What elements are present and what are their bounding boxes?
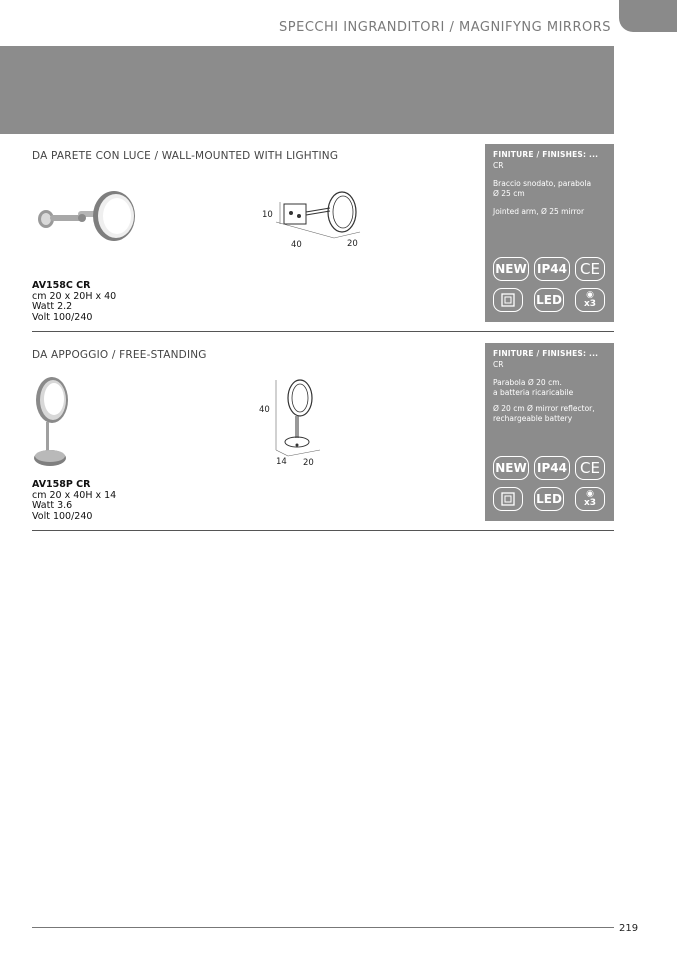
description-en-line: rechargeable battery <box>493 413 573 423</box>
description-en-line: Jointed arm, Ø 25 mirror <box>493 207 585 216</box>
new-icon: NEW <box>493 257 529 281</box>
eye-icon: ◉ <box>586 489 594 499</box>
square-frame-glyph <box>501 492 515 506</box>
finishes-label: FINITURE / FINISHES: ... <box>493 349 599 358</box>
section-divider <box>32 331 614 332</box>
product-code: AV158C CR <box>32 280 91 291</box>
magnification-icon <box>575 288 605 312</box>
header-banner <box>0 46 614 134</box>
product-info-wall <box>32 281 116 323</box>
header-title: SPECCHI INGRANDITORI / MAGNIFYNG MIRRORS <box>279 20 611 35</box>
freestanding-mirror-photo <box>32 374 72 470</box>
product-info-freestanding <box>32 480 116 522</box>
new-icon: NEW <box>493 456 529 480</box>
footer-rule <box>32 927 614 928</box>
square-frame-icon <box>493 487 523 511</box>
product-volt: Volt 100/240 <box>32 510 93 522</box>
product-dimensions: cm 20 x 20H x 40 <box>32 290 117 302</box>
description-en <box>493 207 584 217</box>
square-frame-glyph <box>501 293 515 307</box>
description-it-line: a batteria ricaricabile <box>493 387 574 397</box>
drawing-dim-height: 10 <box>262 210 273 220</box>
finish-code: CR <box>493 161 504 170</box>
page-number: 219 <box>619 923 639 934</box>
drawing-dim-depth: 14 <box>276 457 287 467</box>
section-title-wall: DA PARETE CON LUCE / WALL-MOUNTED WITH LIGHTING <box>32 150 339 162</box>
description-it <box>493 179 591 198</box>
description-it-line: Ø 25 cm <box>493 188 525 198</box>
finishes-panel-wall <box>485 144 614 322</box>
magnification-label: x3 <box>583 299 597 309</box>
magnification-label: x3 <box>583 498 597 508</box>
description-it <box>493 378 573 397</box>
description-it-line: Braccio snodato, parabola <box>493 179 592 188</box>
magnification-icon <box>575 487 605 511</box>
square-frame-icon <box>493 288 523 312</box>
eye-icon: ◉ <box>586 290 594 300</box>
drawing-dim-height: 40 <box>259 405 270 415</box>
finish-code: CR <box>493 360 504 369</box>
product-dimensions: cm 20 x 40H x 14 <box>32 489 117 501</box>
description-en-line: Ø 20 cm Ø mirror reflector, <box>493 404 595 413</box>
ce-mark-icon: CE <box>575 456 605 480</box>
description-en <box>493 404 595 423</box>
freestanding-mirror-drawing <box>270 376 340 462</box>
description-it-line: Parabola Ø 20 cm. <box>493 378 562 387</box>
wall-mirror-photo <box>34 190 138 244</box>
led-icon: LED <box>534 487 564 511</box>
ip44-icon: IP44 <box>534 456 570 480</box>
finishes-panel-freestanding <box>485 343 614 521</box>
drawing-dim-diameter: 20 <box>303 458 314 468</box>
section-title-freestanding: DA APPOGGIO / FREE-STANDING <box>32 349 207 361</box>
product-volt: Volt 100/240 <box>32 311 93 323</box>
ip44-icon: IP44 <box>534 257 570 281</box>
page-tab <box>619 0 677 32</box>
product-watt: Watt 3.6 <box>32 500 73 511</box>
led-icon: LED <box>534 288 564 312</box>
section-divider <box>32 530 614 531</box>
product-code: AV158P CR <box>32 479 91 490</box>
drawing-dim-length: 40 <box>291 240 302 250</box>
finishes-label: FINITURE / FINISHES: ... <box>493 150 599 159</box>
ce-mark-icon: CE <box>575 257 605 281</box>
product-watt: Watt 2.2 <box>32 301 73 312</box>
drawing-dim-diameter: 20 <box>347 239 358 249</box>
